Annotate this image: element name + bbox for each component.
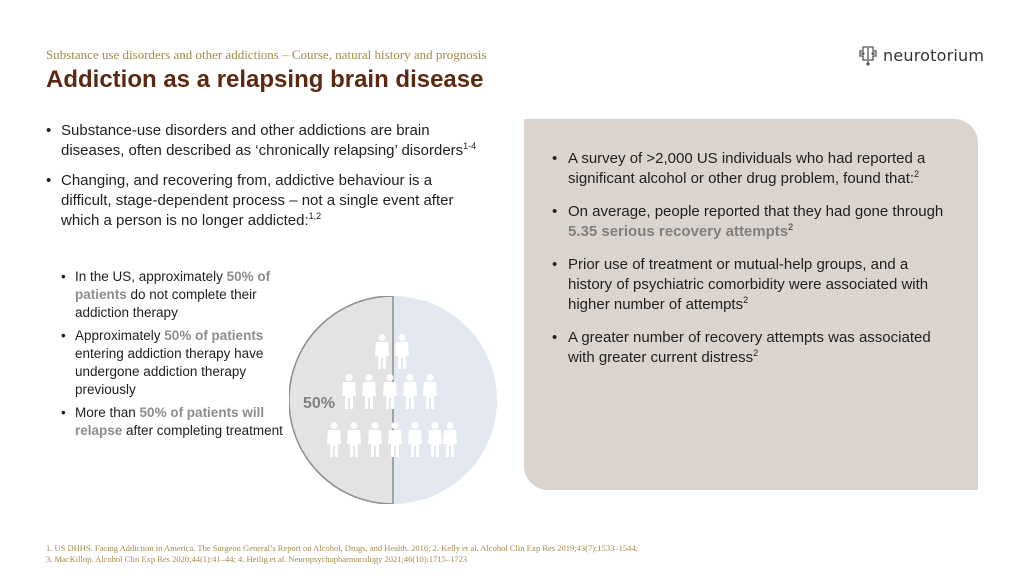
citation-sup: 2	[743, 295, 749, 305]
reference-line: 1. US DHHS. Facing Addiction in America. The Surgeon General’s Report on Alcohol, Drugs, and Health. 2016; 2. Kelly et al. Alcohol Clin Exp Res 2019;43(7):1533–1544;	[46, 543, 639, 553]
survey-findings-panel	[524, 119, 978, 490]
percent-label: 50%	[302, 395, 336, 412]
citation-sup: 1,2	[308, 211, 322, 221]
sub-bullets	[61, 268, 291, 440]
citation-sup: 2	[753, 348, 759, 358]
bullet-recovery-process	[46, 171, 486, 231]
brain-logo-icon	[857, 44, 879, 66]
highlight-text: 5.35 serious recovery attempts	[568, 223, 789, 240]
panel-bullet-comorbidity	[552, 255, 948, 315]
panel-text: A survey of >2,000 US individuals who had reported a significant alcohol or other drug problem, found that:	[568, 150, 926, 187]
bullet-brain-disease	[46, 121, 486, 161]
sub-bullet-incomplete-therapy	[61, 268, 291, 322]
panel-bullet-distress	[552, 328, 948, 368]
logo-wordmark: neurotorium	[883, 45, 985, 65]
panel-text: A greater number of recovery attempts was associated with greater current distress	[568, 329, 931, 366]
sub-text: entering addiction therapy have undergone addiction therapy previously	[75, 346, 264, 397]
sub-text: after completing treatment	[122, 423, 283, 438]
sub-bullet-previous-therapy	[61, 327, 291, 399]
bullet-text: Changing, and recovering from, addictive behaviour is a difficult, stage-dependent process – not a single event after which a person is no longer addicted:	[61, 172, 454, 229]
citation-sup: 2	[914, 169, 920, 179]
slide-subtitle: Substance use disorders and other addictions – Course, natural history and prognosis	[46, 47, 487, 62]
references	[46, 543, 766, 565]
sub-bullet-relapse	[61, 404, 291, 440]
citation-sup: 2	[788, 222, 794, 232]
highlight-text: 50% of patients	[164, 328, 264, 343]
panel-text: On average, people reported that they had gone through	[568, 203, 944, 220]
sub-text: do not complete their addiction therapy	[75, 287, 257, 320]
reference-line: 3. MacKillop. Alcohol Clin Exp Res 2020;44(1):41–44; 4. Heilig et al. Neuropsychopharmacology 2021;46(10):1715–1723	[46, 554, 468, 564]
panel-bullet-attempts	[552, 202, 948, 242]
highlight-text: 50% of patients will relapse	[75, 405, 265, 438]
sub-text: In the US, approximately	[75, 269, 227, 284]
sub-text: Approximately	[75, 328, 165, 343]
slide-title: Addiction as a relapsing brain disease	[46, 66, 484, 93]
panel-text: Prior use of treatment or mutual-help groups, and a history of psychiatric comorbidity were associated with higher number of attempts	[568, 256, 929, 313]
citation-sup: 1-4	[463, 141, 477, 151]
left-bullets	[46, 121, 486, 231]
panel-bullet-survey	[552, 149, 948, 189]
bullet-text: Substance-use disorders and other addictions are brain diseases, often described as ‘chronically relapsing’ disorders	[61, 122, 464, 159]
highlight-text: 50% of patients	[75, 269, 271, 302]
sub-text: More than	[75, 405, 140, 420]
people-half-circle-figure	[289, 296, 497, 504]
neurotorium-logo[interactable]	[857, 44, 984, 66]
